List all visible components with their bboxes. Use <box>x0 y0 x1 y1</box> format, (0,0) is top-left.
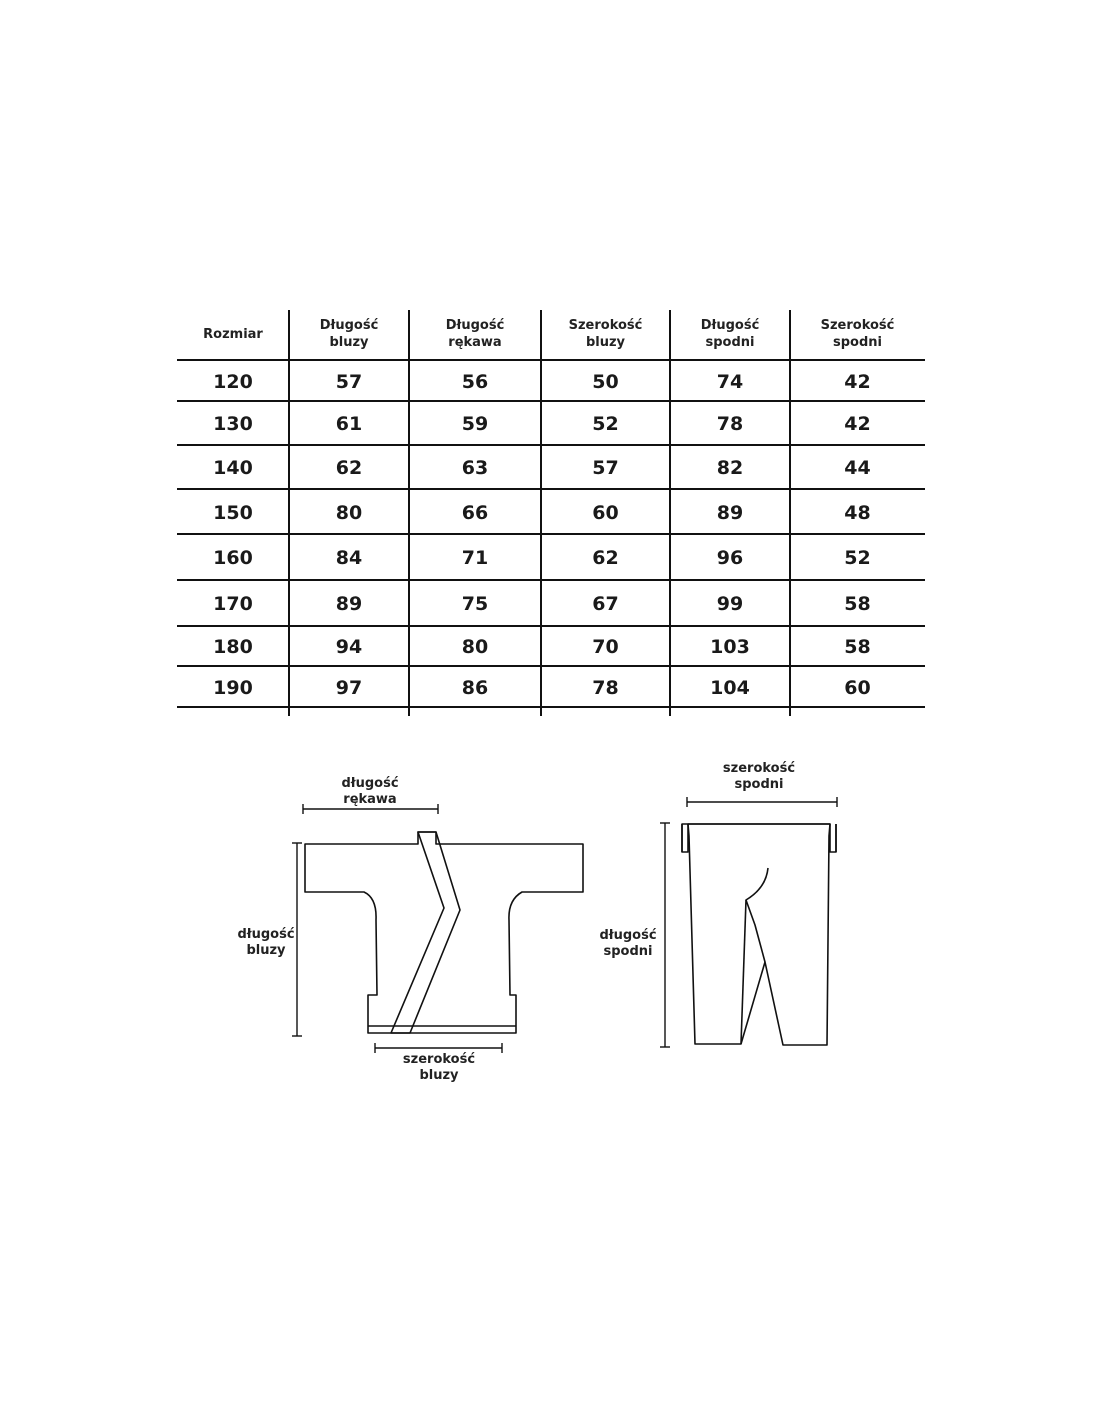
header-pants-width <box>790 308 925 360</box>
jacket-length-label: długość bluzy <box>237 927 295 958</box>
cell-pants-width: 60 <box>844 676 871 699</box>
header-line: Długość <box>319 318 379 333</box>
cell-pants-length: 74 <box>716 370 744 393</box>
cell-sleeve-length: 75 <box>461 593 489 615</box>
cell-pants-width: 58 <box>844 593 871 615</box>
cell-pants-width: 58 <box>844 636 871 658</box>
cell-jacket-width: 70 <box>592 636 619 658</box>
jacket-outline <box>305 832 583 1033</box>
header-pants-length <box>670 308 790 360</box>
header-line: spodni <box>833 335 882 350</box>
header-sleeve-length <box>409 308 541 360</box>
cell-size: 190 <box>213 676 253 699</box>
cell-jacket-length: 84 <box>335 547 363 569</box>
header-line: Szerokość <box>568 318 643 333</box>
cell-jacket-width: 67 <box>592 593 619 615</box>
header-line: spodni <box>705 335 755 350</box>
cell-sleeve-length: 66 <box>461 501 489 524</box>
sleeve-length-label: długość rękawa <box>341 776 399 807</box>
cell-size: 180 <box>213 636 253 658</box>
cell-pants-length: 89 <box>716 501 744 524</box>
header-line: Długość <box>700 318 760 333</box>
garment-drawing <box>0 740 1100 1120</box>
cell-jacket-length: 89 <box>335 593 363 615</box>
cell-jacket-length: 97 <box>335 676 363 699</box>
cell-sleeve-length: 71 <box>461 547 489 569</box>
cell-sleeve-length: 63 <box>461 457 489 479</box>
cell-pants-length: 103 <box>710 636 750 658</box>
cell-jacket-width: 78 <box>592 676 619 699</box>
header-line: bluzy <box>329 335 369 350</box>
cell-jacket-length: 57 <box>335 370 363 393</box>
cell-jacket-length: 61 <box>335 413 363 435</box>
header-line: Szerokość <box>820 318 895 333</box>
cell-jacket-length: 94 <box>335 636 363 658</box>
pants-crotch <box>746 868 768 962</box>
header-jacket-length <box>289 308 409 360</box>
cell-pants-length: 78 <box>716 413 744 435</box>
garment-illustration <box>0 740 1100 1120</box>
header-size <box>177 308 289 360</box>
cell-size: 150 <box>213 501 253 524</box>
cell-pants-width: 42 <box>844 413 871 435</box>
cell-jacket-width: 57 <box>592 457 619 479</box>
pants-outline <box>682 824 836 852</box>
cell-pants-length: 104 <box>710 676 750 699</box>
cell-jacket-length: 80 <box>335 501 363 524</box>
cell-sleeve-length: 56 <box>461 370 489 393</box>
cell-pants-width: 52 <box>844 547 871 569</box>
header-line: rękawa <box>448 335 502 350</box>
cell-sleeve-length: 80 <box>461 636 489 658</box>
header-jacket-width <box>541 308 670 360</box>
cell-pants-length: 82 <box>716 457 744 479</box>
cell-jacket-length: 62 <box>335 457 363 479</box>
header-line: Rozmiar <box>203 326 263 342</box>
pants-width-label: szerokość spodni <box>722 761 796 792</box>
cell-pants-length: 96 <box>716 547 744 569</box>
cell-size: 160 <box>213 547 253 569</box>
cell-sleeve-length: 59 <box>461 413 489 435</box>
cell-size: 140 <box>213 457 253 479</box>
cell-jacket-width: 50 <box>592 370 619 393</box>
jacket-width-label: szerokość bluzy <box>402 1052 476 1083</box>
cell-jacket-width: 60 <box>592 501 619 524</box>
cell-size: 130 <box>213 413 253 435</box>
cell-size: 170 <box>213 593 253 615</box>
cell-pants-length: 99 <box>716 593 744 615</box>
cell-pants-width: 44 <box>844 457 871 479</box>
cell-pants-width: 48 <box>844 501 871 524</box>
pants-length-label: długość spodni <box>599 928 657 959</box>
jacket-lapel <box>391 832 460 1033</box>
cell-jacket-width: 62 <box>592 547 619 569</box>
cell-sleeve-length: 86 <box>461 676 489 699</box>
header-line: bluzy <box>585 335 626 350</box>
cell-jacket-width: 52 <box>592 413 619 435</box>
cell-pants-width: 42 <box>844 370 871 393</box>
header-line: Długość <box>445 318 505 333</box>
cell-size: 120 <box>213 370 253 393</box>
